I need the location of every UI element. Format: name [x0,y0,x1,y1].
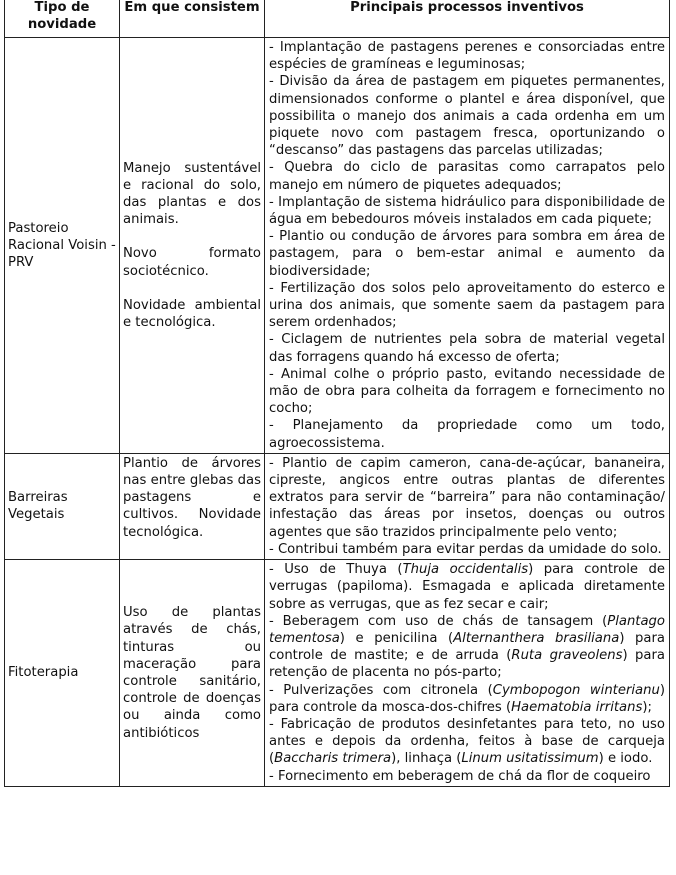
header-processos: Principais processos inventivos [265,0,670,38]
row-type: Fitoterapia [5,560,120,787]
table-row [5,560,670,787]
process-item: - Fornecimento em beberagem de chá da flor de coqueiro [269,768,651,784]
row-type: Barreiras Vegetais [5,453,120,559]
species-name: Thuja occidentalis [402,562,529,578]
row-processes [265,453,670,559]
table-row [5,453,670,559]
row-consist [120,38,265,454]
species-name: Alternanthera brasiliana [453,630,620,646]
species-name: Linum usitatissimum [461,751,599,767]
process-item: - Divisão da área de pastagem em piquetes permanentes, dimensionados conforme o plantel e área disponível, que possibilita o manejo dos animais a cada ordenha em um piquete novo com pastagem fresca, oportunizando o “descanso” das pastagens das parcelas utilizadas; [269,74,665,159]
process-item: - Plantio ou condução de árvores para sombra em área de pastagem, para o bem-estar animal e aumento da biodiversidade; [269,229,665,279]
process-item: - Plantio de capim cameron, cana-de-açúcar, bananeira, cipreste, angicos entre outras plantas de diferentes extratos para servir de “barreira” para não contaminação/ infestação das áreas por insetos, doenças ou outros agentes que são trazidos principalmente pelo vento; [269,455,665,540]
process-item: - Fertilização dos solos pelo aproveitamento do esterco e urina dos animais, que somente saem da pastagem para serem ordenhados; [269,280,665,331]
header-consistem: Em que consistem [120,0,265,38]
process-item: - Contribui também para evitar perdas da umidade do solo. [269,541,662,557]
species-name: Ruta graveolens [511,648,623,664]
row-consist [120,560,265,787]
table-row [5,38,670,454]
row-consist [120,453,265,559]
process-item: - Pulverizações com citronela (Cymbopogon winterianu) para controle da mosca-dos-chifres (Haematobia irritans); [269,682,666,715]
row-type: Pastoreio Racional Voisin - PRV [5,38,120,454]
process-item: - Planejamento da propriedade como um todo, agroecossistema. [269,418,665,451]
consist-paragraph: Novo formato sociotécnico. [123,246,261,279]
consist-paragraph: Novidade ambiental e tecnológica. [123,297,261,331]
process-item: - Beberagem com uso de chás de tansagem (Plantago tementosa) e penicilina (Alternanthera brasiliana) para controle de mastite; e de arruda (Ruta graveolens) para retenção de placenta no pós-parto; [269,613,665,681]
consist-paragraph: Uso de plantas através de chás, tinturas ou maceração para controle sanitário, controle de doenças ou ainda como antibióticos [123,605,261,741]
species-name: Cymbopogon winterianu [492,682,660,698]
species-name: Plantago tementosa [269,613,665,646]
process-item: - Implantação de sistema hidráulico para disponibilidade de água em bebedouros móveis instalados em cada piquete; [269,194,665,228]
species-name: Baccharis trimera [274,751,392,767]
header-row [5,0,670,38]
header-tipo: Tipo de novidade [5,0,120,38]
process-item: - Quebra do ciclo de parasitas como carrapatos pelo manejo em número de piquetes adequados; [269,160,665,193]
process-item: - Implantação de pastagens perenes e consorciadas entre espécies de gramíneas e leguminosas; [269,40,665,73]
process-item: - Fabricação de produtos desinfetantes para teto, no uso antes e depois da ordenha, feitos à base de carqueja (Baccharis trimera), linhaça (Linum usitatissimum) e iodo. [269,716,665,767]
species-name: Haematobia irritans [511,699,643,715]
process-item: - Ciclagem de nutrientes pela sobra de material vegetal das forragens quando há excesso de oferta; [269,332,665,365]
consist-paragraph: Plantio de árvores nas entre glebas das pastagens e cultivos. Novidade tecnológica. [123,455,261,540]
process-item: - Animal colhe o próprio pasto, evitando necessidade de mão de obra para colheita da forragem e fornecimento no cocho; [269,366,665,417]
row-processes [265,560,670,787]
novidades-table [4,0,670,787]
consist-paragraph: Manejo sustentável e racional do solo, das plantas e dos animais. [123,160,261,228]
process-item: - Uso de Thuya (Thuja occidentalis) para controle de verrugas (papiloma). Esmagada e aplicada diretamente sobre as verrugas, que as fez secar e cair; [269,562,665,612]
row-processes [265,38,670,454]
